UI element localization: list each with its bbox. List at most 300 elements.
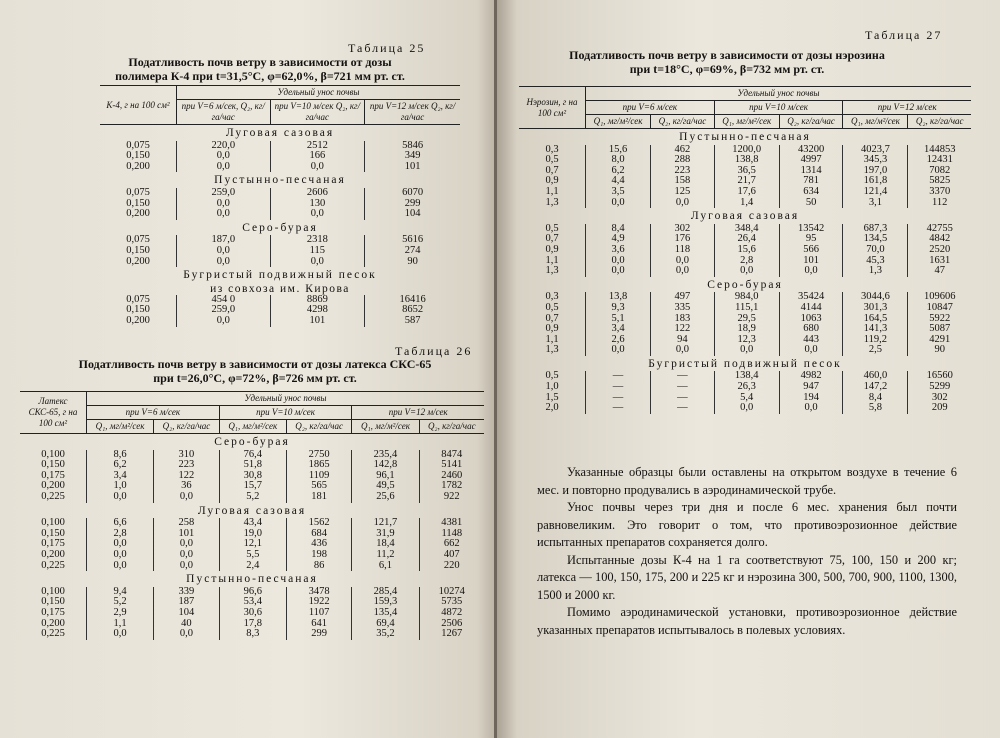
table-cell: — [586,371,651,382]
table-cell: 0,150 [41,527,65,539]
table-cell: — [651,393,715,404]
column-header: при V=12 м/сек Q₂, кг/га/час [365,100,460,125]
table-cell: 15,6 [714,245,779,256]
table-cell: 1,4 [714,198,779,209]
table-cell: 5141 [419,460,484,471]
body-paragraph: Унос почвы через три дня и после 6 мес. хранения был почти равновеликим. Это говорит о том, что противоэрозионное действие испытанных препаратов сохраняется долго. [537,500,957,549]
table-cell: 187 [154,597,220,608]
table-cell: 4842 [908,234,971,245]
table-cell: 209 [908,403,971,414]
table-cell: 0,0 [177,246,271,257]
table-cell: 220 [419,561,484,572]
table-cell: 5922 [908,314,971,325]
table25 [100,85,460,327]
table-cell: — [651,371,715,382]
table-cell: 0,0 [177,316,271,327]
table-cell: 16416 [365,295,460,306]
table-cell: 95 [779,234,843,245]
table-cell: 0,200 [41,617,65,629]
table-cell: 288 [651,155,715,166]
table-cell: 0,0 [87,561,154,572]
table-cell: 258 [154,518,220,529]
column-header: Q₁, мг/м²/сек [843,115,908,129]
table-cell: 0,200 [126,160,150,172]
speed-header: при V=10 м/сек [219,406,352,420]
table-header-row [20,420,484,434]
table-cell: 6,1 [352,561,419,572]
table-cell: 0,0 [270,162,365,173]
table-cell: 11,2 [352,550,419,561]
table-cell: 47 [908,266,971,277]
table-header-row [20,392,484,406]
table-cell: 183 [651,314,715,325]
table-cell: 781 [779,176,843,187]
table26-caption-line1: Податливость почв ветру в зависимости от дозы латекса СКС-65 [78,357,432,371]
table-cell: 0,225 [41,490,65,502]
section-title: Бугристый подвижный песок [648,357,842,370]
section-row [100,283,460,295]
table-cell: 0,100 [41,517,65,529]
section-title: Серо-бурая [707,278,783,291]
table-cell: 4381 [419,518,484,529]
table-cell: 104 [365,209,460,220]
table27-caption-line1: Податливость почв ветру в зависимости от дозы нэрозина [569,48,885,62]
table-cell: 30,8 [219,471,286,482]
table-cell: 2,0 [545,402,559,414]
table-cell: 1314 [779,166,843,177]
table-cell: 2,6 [586,335,651,346]
table-row [100,188,460,199]
table-cell: — [586,403,651,414]
table-cell: 5,4 [714,393,779,404]
column-header: при V=10 м/сек Q₂, кг/га/час [270,100,365,125]
table-cell: 2512 [270,141,365,152]
table-cell: 121,7 [352,518,419,529]
table-row [20,492,484,503]
table-cell: 8474 [419,450,484,461]
table-cell: 3370 [908,187,971,198]
table-header-row [100,86,460,100]
table-cell: 43200 [779,145,843,156]
body-paragraph: Испытанные дозы К-4 на 1 га соответствуют 75, 100, 150 и 200 кг; латекса — 100, 150, 175, 200 и 225 кг и нэрозина 300, 500, 700, 900, 1100, 1300, 1500 и 2000 кг. [537,552,957,602]
table-cell: 1865 [286,460,352,471]
table-cell: 0,225 [41,628,65,640]
table-cell: 587 [365,316,460,327]
table-cell: 122 [651,324,715,335]
table-cell: 2,8 [87,529,154,540]
table-cell: 164,5 [843,314,908,325]
table-cell: 5,1 [586,314,651,325]
table-cell: 104 [154,608,220,619]
section-row [100,172,460,188]
table-cell: 101 [270,316,365,327]
section-row [100,267,460,283]
table-cell: 42755 [908,224,971,235]
table-cell: 96,6 [219,587,286,598]
table-cell: 147,2 [843,382,908,393]
table-cell: 35424 [779,292,843,303]
table-cell: 634 [779,187,843,198]
column-group-header: Удельный унос почвы [87,392,485,406]
table-cell: 119,2 [843,335,908,346]
table-cell: 115,1 [714,303,779,314]
table-cell: 0,7 [545,164,559,176]
table-cell: 0,0 [87,550,154,561]
table-cell: 0,100 [41,448,65,460]
table-cell: 0,175 [41,606,65,618]
table-cell: 302 [651,224,715,235]
table-cell: — [586,393,651,404]
table-cell: 1631 [908,256,971,267]
table-row [519,245,971,256]
table-cell: 1109 [286,471,352,482]
section-row [519,277,971,293]
table-cell: 15,6 [586,145,651,156]
table-cell: 0,7 [545,233,559,245]
table-cell: 0,0 [154,561,220,572]
table-cell: 4997 [779,155,843,166]
table-cell: 5735 [419,597,484,608]
table-cell: 5616 [365,235,460,246]
table-cell: 2,9 [87,608,154,619]
body-paragraph: Помимо аэродинамической установки, противоэрозионное действие указанных препаратов испытывалось в полевых условиях. [537,605,957,637]
table27 [519,86,971,414]
section-title: Луговая сазовая [225,127,335,139]
table-cell: 49,5 [352,481,419,492]
table-row [519,266,971,277]
table25-number: Таблица 25 [348,41,426,55]
table-cell: 0,9 [545,175,559,187]
column-header: Нэрозин, г на 100 см² [519,87,586,129]
table-cell: 4872 [419,608,484,619]
table-cell: 223 [154,460,220,471]
table-cell: 6,2 [87,460,154,471]
table-cell: 984,0 [714,292,779,303]
table-cell: 5,2 [87,597,154,608]
table-cell: 144853 [908,145,971,156]
column-header: Q₁, мг/м²/сек [714,115,779,129]
table-cell: 0,175 [41,469,65,481]
table-cell: 0,0 [154,492,220,503]
table-cell: 8869 [270,295,365,306]
table-cell: 2,4 [219,561,286,572]
table-cell: 0,150 [126,304,150,316]
table-cell: 12,1 [219,539,286,550]
table-cell: 1267 [419,629,484,640]
table26-caption-line2: при t=26,0°C, φ=72%, β=726 мм рт. ст. [153,371,357,385]
section-title: Луговая сазовая [690,210,800,223]
table-cell: 4023,7 [843,145,908,156]
table-cell: 109606 [908,292,971,303]
table-header-row [20,406,484,420]
table-cell: 0,5 [545,222,559,234]
table-cell: 12431 [908,155,971,166]
table-cell: 0,0 [154,629,220,640]
table-cell: 125 [651,187,715,198]
table-cell: 138,4 [714,371,779,382]
table-cell: 0,0 [779,266,843,277]
table-cell: 35,2 [352,629,419,640]
table-cell: 0,150 [126,244,150,256]
speed-header: при V=10 м/сек [714,101,843,115]
table-cell: 36,5 [714,166,779,177]
table-cell: 220,0 [177,141,271,152]
table-cell: 6,6 [87,518,154,529]
table-cell: 0,3 [545,143,559,155]
table-cell: 0,075 [126,234,150,246]
table-cell: 0,075 [126,139,150,151]
table-cell: 5299 [908,382,971,393]
table-row [519,403,971,414]
column-header: Q₂, кг/га/час [419,420,484,434]
table-cell: 3,4 [87,471,154,482]
table-cell: 161,8 [843,176,908,187]
table-cell: 45,3 [843,256,908,267]
table-cell: 0,0 [177,209,271,220]
table-cell: 0,0 [779,345,843,356]
table-cell: 9,3 [586,303,651,314]
column-header: Q₂, кг/га/час [154,420,220,434]
table26-caption [20,357,490,385]
table-cell: 299 [365,199,460,210]
table-row [519,198,971,209]
table-cell: — [651,382,715,393]
table-cell: — [586,382,651,393]
table-cell: 0,150 [41,459,65,471]
table-cell: 8,3 [219,629,286,640]
table-cell: 101 [779,256,843,267]
table-cell: 53,4 [219,597,286,608]
table-cell: 301,3 [843,303,908,314]
table-cell: 50 [779,198,843,209]
table-cell: 3,1 [843,198,908,209]
table-cell: 10847 [908,303,971,314]
section-row [519,208,971,224]
table-cell: 101 [154,529,220,540]
table-cell: 18,9 [714,324,779,335]
table-cell: 176 [651,234,715,245]
table-cell: 0,9 [545,243,559,255]
table-cell: 141,3 [843,324,908,335]
table-cell: 0,150 [126,150,150,162]
table-cell: 235,4 [352,450,419,461]
table-cell: 0,175 [41,538,65,550]
table-cell: 1782 [419,481,484,492]
table-cell: 70,0 [843,245,908,256]
table-cell: 2520 [908,245,971,256]
table-header-row [519,87,971,101]
table-cell: 12,3 [714,335,779,346]
table-cell: 36 [154,481,220,492]
table-cell: 26,4 [714,234,779,245]
table-header-row [519,101,971,115]
table-cell: 138,8 [714,155,779,166]
table-cell: 197,0 [843,166,908,177]
table-cell: 687,3 [843,224,908,235]
table-cell: 181 [286,492,352,503]
table-cell: 436 [286,539,352,550]
table-cell: 3478 [286,587,352,598]
table-cell: 90 [908,345,971,356]
column-header: Q₂, кг/га/час [286,420,352,434]
column-header: К-4, г на 100 см² [100,86,177,125]
table-cell: 460,0 [843,371,908,382]
table-cell: 51,8 [219,460,286,471]
table-cell: 1148 [419,529,484,540]
body-text [537,464,957,639]
table-cell: 18,4 [352,539,419,550]
section-title: Луговая сазовая [197,504,307,517]
table-cell: 0,3 [545,291,559,303]
table-row [100,209,460,220]
table-cell: 76,4 [219,450,286,461]
table-cell: 43,4 [219,518,286,529]
table-cell: 112 [908,198,971,209]
table-cell: 3,5 [586,187,651,198]
table-cell: 0,0 [270,209,365,220]
table-cell: 274 [365,246,460,257]
table-cell: 1,0 [87,481,154,492]
body-paragraph: Указанные образцы были оставлены на открытом воздухе в течение 6 мес. и повторно продувались в аэродинамической трубе. [537,465,957,497]
table-cell: 0,0 [87,492,154,503]
table-row [20,608,484,619]
table-row [519,187,971,198]
table-cell: 30,6 [219,608,286,619]
table-cell: 0,075 [126,293,150,305]
table-cell: 1,3 [545,196,559,208]
table-cell: 0,150 [41,596,65,608]
table-cell: 0,150 [126,197,150,209]
table-cell: 134,5 [843,234,908,245]
speed-header: при V=12 м/сек [352,406,484,420]
section-row [20,571,484,587]
table-cell: 0,7 [545,312,559,324]
table-cell: 0,9 [545,323,559,335]
table-cell: 5846 [365,141,460,152]
table-cell: 0,0 [651,256,715,267]
table-cell: — [651,403,715,414]
table-row [519,345,971,356]
table-cell: 5087 [908,324,971,335]
table-cell: 26,3 [714,382,779,393]
table-cell: 13,8 [586,292,651,303]
table-cell: 223 [651,166,715,177]
column-group-header: Удельный унос почвы [177,86,461,100]
table-cell: 565 [286,481,352,492]
table-cell: 25,6 [352,492,419,503]
table27-number: Таблица 27 [865,28,943,42]
section-title: Пустынно-песчаная [214,174,346,187]
table-cell: 16560 [908,371,971,382]
table-cell: 0,225 [41,559,65,571]
section-row [20,503,484,519]
section-title: Бугристый подвижный песок [183,269,377,282]
table-cell: 17,6 [714,187,779,198]
table-cell: 0,200 [41,548,65,560]
table-cell: 5,5 [219,550,286,561]
section-title: Серо-бурая [242,221,318,234]
table-cell: 1,1 [87,619,154,630]
table-cell: 0,0 [779,403,843,414]
table-cell: 0,0 [586,266,651,277]
table-cell: 10274 [419,587,484,598]
table-row [20,629,484,640]
table-cell: 0,100 [41,585,65,597]
table-cell: 1,3 [843,266,908,277]
table-cell: 187,0 [177,235,271,246]
table-cell: 348,4 [714,224,779,235]
table26-number: Таблица 26 [395,344,473,358]
table-cell: 0,0 [714,403,779,414]
table-cell: 299 [286,629,352,640]
table-cell: 0,200 [126,314,150,326]
table-cell: 443 [779,335,843,346]
table-cell: 15,7 [219,481,286,492]
speed-header: при V=6 м/сек [87,406,220,420]
table-cell: 3,6 [586,245,651,256]
table-cell: 0,200 [126,255,150,267]
table-cell: 6070 [365,188,460,199]
section-row [20,434,484,450]
table-cell: 0,0 [714,345,779,356]
table-row [100,316,460,327]
table-row [100,257,460,268]
table-cell: 118 [651,245,715,256]
table-cell: 90 [365,257,460,268]
table-cell: 1200,0 [714,145,779,156]
table-cell: 40 [154,619,220,630]
table-cell: 0,0 [586,198,651,209]
left-page [0,0,497,738]
table-cell: 0,0 [586,345,651,356]
table-cell: 259,0 [177,188,271,199]
table-cell: 407 [419,550,484,561]
table25-caption-line1: Податливость почв ветру в зависимости от дозы [128,55,392,69]
table-cell: 6,2 [586,166,651,177]
section-row [100,125,460,141]
table-cell: 2318 [270,235,365,246]
table-row [20,561,484,572]
column-header: Q₁, мг/м²/сек [219,420,286,434]
section-row [100,220,460,236]
table-cell: 3,4 [586,324,651,335]
table-cell: 1922 [286,597,352,608]
table-cell: 0,0 [177,257,271,268]
column-header: Q₂, кг/га/час [908,115,971,129]
table-cell: 0,075 [126,186,150,198]
table-cell: 1107 [286,608,352,619]
table-cell: 2,8 [714,256,779,267]
table-cell: 1,5 [545,391,559,403]
table-cell: 94 [651,335,715,346]
table-cell: 566 [779,245,843,256]
table-cell: 5825 [908,176,971,187]
table-cell: 130 [270,199,365,210]
table27-caption [547,48,907,76]
table-cell: 159,3 [352,597,419,608]
table26 [20,391,484,640]
table-cell: 302 [908,393,971,404]
table-cell: 345,3 [843,155,908,166]
table-cell: 4144 [779,303,843,314]
section-title: Пустынно-песчаная [679,131,811,143]
table-cell: 0,5 [545,370,559,382]
table-cell: 349 [365,151,460,162]
table-cell: 3044,6 [843,292,908,303]
table-cell: 662 [419,539,484,550]
section-title: Серо-бурая [214,436,290,448]
table-cell: 122 [154,471,220,482]
